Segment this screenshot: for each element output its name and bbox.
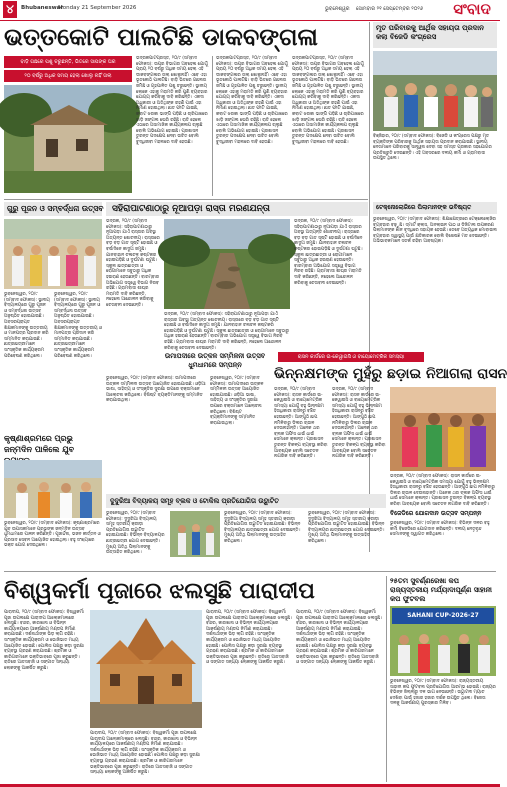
school-headline-band [106, 494, 386, 508]
road-body-2: ଭଦ୍ରକ, ୨୦/୯ (ସମ୍ବାଦ ଫୋକସ): ସହିରାପାଟଣାଠାରୁ ନୂଆପଡ଼ା ଯାଏଁ ରାସ୍ତାର ଅବସ୍ଥା ଅତ୍ୟନ୍ତ ଶୋଚନୀୟ। ରାସ୍ତାରେ ବଡ଼ ବଡ଼ ଗାତ ସୃଷ୍ଟି ହୋଇଛି ଓ ବର୍ଷାଦିନେ କାଦୁଅ ଜମୁଛି। ଯାନବାହାନ ଚଳାଚଳ କଷ୍ଟକର ହୋଇପଡ଼ିଛି ଓ ଦୁର୍ଘଟଣା ଘଟୁଛି। ସ୍କୁଲ ଛାତ୍ରଛାତ୍ରୀ ଓ ରୋଗୀମାନେ ସବୁଠାରୁ ଅଧିକ ହଇରାଣ ହେଉଛନ୍ତି। ବାରମ୍ବାର ଅଭିଯୋଗ ସତ୍ତ୍ୱେ ବିଭାଗ ନିରବ ରହିଛି। ଗ୍ରାମବାସୀ ଶୀଘ୍ର ମରାମତି ଦାବି କରିଛନ୍ତି, ନହେଲେ ଆନ୍ଦୋଳନ କରିବାକୁ ଚେତାବନୀ ଦେଇଛନ୍ତି। [164, 312, 289, 351]
top-story-kicker-1: ବାଡ଼ି ଗଛରେ ପଶୁ ଚରୁଛନ୍ତି, ଭିତରେ ସାପଙ୍କ ଘର [4, 56, 132, 68]
sangha-headline: ଉମାପଦୀରେ ଉତ୍କଳ ସମ୍ମିଳନୀ ଉତ୍ସବ ଧୁମଧାମରେ ସମ୍ପନ୍ନ [164, 352, 266, 369]
ration-body-2: ଭଦ୍ରକ, ୨୦/୯ (ସମ୍ବାଦ ଫୋକସ): ରାସନ କାର୍ଡରେ ଇ-କେୱାଇସି ଓ ବାୟୋମେଟ୍ରିକ ସମସ୍ୟା ଯୋଗୁଁ ବହୁ ଭିନ୍ନକ୍ଷମ ହିତାଧିକାରୀ ରାସନରୁ ବଞ୍ଚିତ ହେଉଛନ୍ତି। ଆଙ୍ଗୁଠି ଛାପ ନମିଳିବାରୁ ଡିଲର ଚାଉଳ ଦେଉନାହାନ୍ତି। ଅନେକ ଥର ବ୍ଲକ ଅଫିସ ଧାଇଁ ଧାଇଁ ସେମାନେ କ୍ଳାନ୍ତ। ପ୍ରଶାସନ ତୁରନ୍ତ ବିକଳ୍ପ ବ୍ୟବସ୍ଥା କରିବା ଆବଶ୍ୟକ ବୋଲି ସଚେତନ ନାଗରିକ ଦାବି କରିଛନ୍ତି। [332, 387, 386, 460]
top-story-body-1: ଭଦ୍ରକପାଟପ୍ରସ୍ତ, ୨୦/୯ (ସମ୍ବାଦ ଫୋକସ): ଉପର ବିଭାଗର ଅବହେଳା ଯୋଗୁଁ ପ୍ରାୟ ୨୦ ବର୍ଷରୁ ଅଧିକ ସମୟ ହେଲା ଏହି ଡାକବଙ୍ଗଳାର ତାଲା ଖୋଲୁନାହିଁ। ଏବେ ଏହା ଭୂତକୋଠି ପାଲଟିଛି। ବାଡ଼ି ଭିତରେ ଗଛଲତା ଜମିଛି ଓ ଗୃହପାଳିତ ପଶୁ ଚରୁଛନ୍ତି। ସ୍ଥାନୀୟ ଲୋକେ ଏହାକୁ ମରାମତି କରି ପୁଣି ବ୍ୟବହାର ଯୋଗ୍ୟ କରିବାକୁ ଦାବି କରିଛନ୍ତି। ଏକଦା ଅଧିକାରୀ ଓ ଅତିଥିଙ୍କ ରହଣି ପାଇଁ ଏହା ନିର୍ମାଣ ହୋଇଥିଲା। ଛାତ ଫାଟି ଯାଇଛି, କବାଟ ଝରକା ଭାଙ୍ଗି ପଡ଼ିଛି ଓ ଚାରିପାଖରେ ଝାଡ଼ି ଜଙ୍ଗଲ ଘେରି ରହିଛି। ରାତି ହେଲେ ଏଠାରେ ଅସାମାଜିକ କାର୍ଯ୍ୟକଳାପ ଚାଲୁଛି ବୋଲି ଅଭିଯୋଗ ହୋଇଛି। ପ୍ରଶାସନ ତୁରନ୍ତ ପଦକ୍ଷେପ ନେବା ଉଚିତ ବୋଲି ବୁଦ୍ଧିଜୀବୀ ମହଲରେ ଦାବି ହେଉଛି। [136, 56, 208, 145]
masthead-city: Bhubaneswar [21, 5, 64, 11]
vishwakarma-photo [90, 610, 202, 728]
puja-body: ଭୁବନେଶ୍ୱର, ୨୦/୯ (ସମ୍ବାଦ ଫୋକସ): ସ୍ଥାନୀୟ ବିଦ୍ୟାଳୟରେ ଗୁରୁ ପୂଜନ ଓ ସମ୍ବର୍ଦ୍ଧନା ଉତ୍ସବ ଅନୁଷ୍ଠିତ ହୋଇଯାଇଛି। ଅବସରପ୍ରାପ୍ତ ଶିକ୍ଷକମାନଙ୍କୁ ଉତ୍ତରୀୟ ଓ ମାନପତ୍ର ପ୍ରଦାନ କରି ସମ୍ମାନିତ କରାଯାଇଛି। ଛାତ୍ରଛାତ୍ରୀମାନେ ସାଂସ୍କୃତିକ କାର୍ଯ୍ୟକ୍ରମ ପରିବେଷଣ କରିଥିଲେ। [4, 292, 50, 359]
football-headline: ୨୫ତମ ସୁବର୍ଣ୍ଣରେଖା କପ ରାଜ୍ୟସ୍ତରୀୟ ମର୍ଯ୍ୟାଦାପୂର୍ଣ୍ଣ ସାହାନୀ କପ ଫୁଟବଲ [390, 576, 492, 603]
school-body-2: ଭୁବନେଶ୍ୱର, ୨୦/୯ (ସମ୍ବାଦ ଫୋକସ): ଦୁଦୁରିଆ ବିଦ୍ୟାଳୟ ସମୂହ ସ୍ତରୀୟ କ୍ରୀଡ଼ା ପ୍ରତିଯୋଗିତା ଉଦ୍ଘାଟିତ ହୋଇଯାଇଛି। ବିଭିନ୍ନ ବିଦ୍ୟାଳୟର ଛାତ୍ରଛାତ୍ରୀ ଯୋଗ ଦେଇଛନ୍ତି। ମୁଖ୍ୟ ଅତିଥି ପିଲାମାନଙ୍କୁ ଉତ୍ସାହିତ କରିଥିଲେ। [224, 511, 301, 544]
right-top-headline-band [373, 22, 497, 48]
puja-body-2: ଭୁବନେଶ୍ୱର, ୨୦/୯ (ସମ୍ବାଦ ଫୋକସ): ସ୍ଥାନୀୟ ବିଦ୍ୟାଳୟରେ ଗୁରୁ ପୂଜନ ଓ ସମ୍ବର୍ଦ୍ଧନା ଉତ୍ସବ ଅନୁଷ୍ଠିତ ହୋଇଯାଇଛି। ଅବସରପ୍ରାପ୍ତ ଶିକ୍ଷକମାନଙ୍କୁ ଉତ୍ତରୀୟ ଓ ମାନପତ୍ର ପ୍ରଦାନ କରି ସମ୍ମାନିତ କରାଯାଇଛି। ଛାତ୍ରଛାତ୍ରୀମାନେ ସାଂସ୍କୃତିକ କାର୍ଯ୍ୟକ୍ରମ ପରିବେଷଣ କରିଥିଲେ। [54, 292, 102, 359]
road-photo [164, 219, 290, 309]
column-divider [212, 56, 213, 196]
sangha-body-2: ଭୁବନେଶ୍ୱର, ୨୦/୯ (ସମ୍ବାଦ ଫୋକସ): ଉମାପଦୀରେ ଉତ୍କଳ ସମ୍ମିଳନୀ ଉତ୍ସବ ଆୟୋଜିତ ହୋଇଯାଇଛି। ଓଡ଼ିଆ ଭାଷା, ସାହିତ୍ୟ ଓ ସଂସ୍କୃତିର ସୁରକ୍ଷା ଉପରେ ବକ୍ତାମାନେ ଆଲୋଚନା କରିଥିଲେ। ବିଶିଷ୍ଟ ବ୍ୟକ୍ତିମାନଙ୍କୁ ସମ୍ମାନିତ କରାଯାଇଥିଲା। [210, 376, 264, 426]
school-headline: ଦୁଦୁରିଆ ବିଦ୍ୟାଳୟ ସମୂହ ବ୍ଲକ ଓ ଟୋକିଲ ପ୍ରତିଯୋଗିତା ଉଦ୍ଘାଟିତ [110, 497, 279, 505]
shrine-photo [4, 460, 102, 518]
vishwakarma-body-1: ପାରାଦୀପ, ୨୦/୯ (ସମ୍ବାଦ ଫୋକସ): ବିଶ୍ୱକର୍ମା ପୂଜା ଉପଲକ୍ଷେ ପାରାଦୀପ ଆଲୋକମାଳାରେ ଝଲସୁଛି। ବନ୍ଦର, କାରଖାନା ଓ ବିଭିନ୍ନ କାର୍ଯ୍ୟାଳୟରେ ଆକର୍ଷଣୀୟ ମଣ୍ଡପ ନିର୍ମାଣ କରାଯାଇଛି। ଦର୍ଶନାର୍ଥୀଙ୍କ ଭିଡ଼ ଲାଗି ରହିଛି। ସାଂସ୍କୃତିକ କାର୍ଯ୍ୟକ୍ରମ ଓ ଭୋଜିଭାତ ମଧ୍ୟ ଆୟୋଜିତ ହୋଇଛି। ପୋଲିସ ପକ୍ଷରୁ କଡ଼ା ସୁରକ୍ଷା ବ୍ୟବସ୍ଥା ଗ୍ରହଣ କରାଯାଇଛି। ଶ୍ରମିକ ଓ କାରିଗରମାନେ ଭକ୍ତିଭାବରେ ପୂଜା କରୁଛନ୍ତି। ରାତିରେ ଆତସବାଜି ଓ ସଙ୍ଗୀତ ସନ୍ଧ୍ୟା ଲୋକଙ୍କୁ ଆକର୍ଷିତ କରୁଛି। [4, 610, 84, 671]
vishwakarma-body-2: ପାରାଦୀପ, ୨୦/୯ (ସମ୍ବାଦ ଫୋକସ): ବିଶ୍ୱକର୍ମା ପୂଜା ଉପଲକ୍ଷେ ପାରାଦୀପ ଆଲୋକମାଳାରେ ଝଲସୁଛି। ବନ୍ଦର, କାରଖାନା ଓ ବିଭିନ୍ନ କାର୍ଯ୍ୟାଳୟରେ ଆକର୍ଷଣୀୟ ମଣ୍ଡପ ନିର୍ମାଣ କରାଯାଇଛି। ଦର୍ଶନାର୍ଥୀଙ୍କ ଭିଡ଼ ଲାଗି ରହିଛି। ସାଂସ୍କୃତିକ କାର୍ଯ୍ୟକ୍ରମ ଓ ଭୋଜିଭାତ ମଧ୍ୟ ଆୟୋଜିତ ହୋଇଛି। ପୋଲିସ ପକ୍ଷରୁ କଡ଼ା ସୁରକ୍ଷା ବ୍ୟବସ୍ଥା ଗ୍ରହଣ କରାଯାଇଛି। ଶ୍ରମିକ ଓ କାରିଗରମାନେ ଭକ୍ତିଭାବରେ ପୂଜା କରୁଛନ୍ତି। ରାତିରେ ଆତସବାଜି ଓ ସଙ୍ଗୀତ ସନ୍ଧ୍ୟା ଲୋକଙ୍କୁ ଆକର୍ଷିତ କରୁଛି। [90, 731, 200, 776]
right-mid-body: ଭୁବନେଶ୍ୱର, ୨୦/୯ (ସମ୍ବାଦ ଫୋକସ): ଶିକ୍ଷାକ୍ଷେତ୍ରରେ ଟେକ୍‌ନୋଲୋଜିର ବ୍ୟବହାର ବଢ଼ୁଛି। ସ୍ମାର୍ଟ କ୍ଲାସ, ଅନଲାଇନ ପାଠ ଓ ଡିଜିଟାଲ ଉପକରଣ ପିଲାମାନଙ୍କ ଜ୍ଞାନ ବୃଦ୍ଧିରେ ସହାୟକ ହେଉଛି। ତେବେ ଅତ୍ୟଧିକ ମୋବାଇଲ ବ୍ୟବହାର ସ୍ୱାସ୍ଥ୍ୟ ପାଇଁ କ୍ଷତିକାରକ ବୋଲି ବିଶେଷଜ୍ଞ ମତ ଦେଇଛନ୍ତି। ଅଭିଭାବକମାନେ ସତର୍କ ରହିବା ଆବଶ୍ୟକ। [373, 217, 497, 245]
football-banner: SAHANI CUP-2026-27 [407, 612, 479, 619]
bottom-rule [4, 571, 496, 572]
masthead-date: Monday 21 September 2026 [58, 5, 137, 11]
school-body-1: ଭୁବନେଶ୍ୱର, ୨୦/୯ (ସମ୍ବାଦ ଫୋକସ): ଦୁଦୁରିଆ ବିଦ୍ୟାଳୟ ସମୂହ ସ୍ତରୀୟ କ୍ରୀଡ଼ା ପ୍ରତିଯୋଗିତା ଉଦ୍ଘାଟିତ ହୋଇଯାଇଛି। ବିଭିନ୍ନ ବିଦ୍ୟାଳୟର ଛାତ୍ରଛାତ୍ରୀ ଯୋଗ ଦେଇଛନ୍ତି। ମୁଖ୍ୟ ଅତିଥି ପିଲାମାନଙ୍କୁ ଉତ୍ସାହିତ କରିଥିଲେ। [106, 511, 165, 556]
masthead-odia-city: ଭୁବନେଶ୍ୱର [325, 6, 350, 12]
section-rule [4, 199, 368, 200]
school-photo [170, 511, 220, 557]
road-body-1: ଭଦ୍ରକ, ୨୦/୯ (ସମ୍ବାଦ ଫୋକସ): ସହିରାପାଟଣାଠାରୁ ନୂଆପଡ଼ା ଯାଏଁ ରାସ୍ତାର ଅବସ୍ଥା ଅତ୍ୟନ୍ତ ଶୋଚନୀୟ। ରାସ୍ତାରେ ବଡ଼ ବଡ଼ ଗାତ ସୃଷ୍ଟି ହୋଇଛି ଓ ବର୍ଷାଦିନେ କାଦୁଅ ଜମୁଛି। ଯାନବାହାନ ଚଳାଚଳ କଷ୍ଟକର ହୋଇପଡ଼ିଛି ଓ ଦୁର୍ଘଟଣା ଘଟୁଛି। ସ୍କୁଲ ଛାତ୍ରଛାତ୍ରୀ ଓ ରୋଗୀମାନେ ସବୁଠାରୁ ଅଧିକ ହଇରାଣ ହେଉଛନ୍ତି। ବାରମ୍ବାର ଅଭିଯୋଗ ସତ୍ତ୍ୱେ ବିଭାଗ ନିରବ ରହିଛି। ଗ୍ରାମବାସୀ ଶୀଘ୍ର ମରାମତି ଦାବି କରିଛନ୍ତି, ନହେଲେ ଆନ୍ଦୋଳନ କରିବାକୁ ଚେତାବନୀ ଦେଇଛନ୍ତି। [106, 219, 160, 308]
right-b-body: ଭୁବନେଶ୍ୱର, ୨୦/୯ (ସମ୍ବାଦ ଫୋକସ): ବିଭିନ୍ନ ଦଳର ବହୁ କର୍ମୀ ବିଜେଡିରେ ଯୋଗଦାନ କରିଛନ୍ତି। ଦଳୀୟ ନେତୃବୃନ୍ଦ ସେମାନଙ୍କୁ ସ୍ୱାଗତ କରିଥିଲେ। [390, 521, 490, 538]
right-mid-headline: ଟେକ୍‌ନୋଲୋଜିରେ ପିଲାମାନଙ୍କ ଭବିଷ୍ୟତ [376, 204, 472, 211]
right-b-headline: ବିଜେଡିରେ ଯୋଗଦାନ ଉତ୍ସବ ସମ୍ପନ୍ନ [390, 510, 482, 517]
right-top-headline: ମୃତ ପରିବାରକୁ ଆର୍ଥିକ ସହାୟତା ପ୍ରଦାନ କଲା ବିଜେଡି କଂଗ୍ରେସ [376, 23, 484, 41]
school-body-3: ଭୁବନେଶ୍ୱର, ୨୦/୯ (ସମ୍ବାଦ ଫୋକସ): ଦୁଦୁରିଆ ବିଦ୍ୟାଳୟ ସମୂହ ସ୍ତରୀୟ କ୍ରୀଡ଼ା ପ୍ରତିଯୋଗିତା ଉଦ୍ଘାଟିତ ହୋଇଯାଇଛି। ବିଭିନ୍ନ ବିଦ୍ୟାଳୟର ଛାତ୍ରଛାତ୍ରୀ ଯୋଗ ଦେଇଛନ୍ତି। ମୁଖ୍ୟ ଅତିଥି ପିଲାମାନଙ୍କୁ ଉତ୍ସାହିତ କରିଥିଲେ। [308, 511, 385, 544]
top-story-kicker-2: ୨୦ ବର୍ଷରୁ ଅଧିକ ସମୟ ହେଲା ଖୋଲୁ ନାହିଁ ତାଲା [4, 70, 132, 82]
ration-body-3: ଭଦ୍ରକ, ୨୦/୯ (ସମ୍ବାଦ ଫୋକସ): ରାସନ କାର୍ଡରେ ଇ-କେୱାଇସି ଓ ବାୟୋମେଟ୍ରିକ ସମସ୍ୟା ଯୋଗୁଁ ବହୁ ଭିନ୍ନକ୍ଷମ ହିତାଧିକାରୀ ରାସନରୁ ବଞ୍ଚିତ ହେଉଛନ୍ତି। ଆଙ୍ଗୁଠି ଛାପ ନମିଳିବାରୁ ଡିଲର ଚାଉଳ ଦେଉନାହାନ୍ତି। ଅନେକ ଥର ବ୍ଲକ ଅଫିସ ଧାଇଁ ଧାଇଁ ସେମାନେ କ୍ଳାନ୍ତ। ପ୍ରଶାସନ ତୁରନ୍ତ ବିକଳ୍ପ ବ୍ୟବସ୍ଥା କରିବା ଆବଶ୍ୟକ ବୋଲି ସଚେତନ ନାଗରିକ ଦାବି କରିଛନ୍ତି। [390, 474, 495, 507]
shrine-headline: କୃଷ୍ଣାଶ୍ରମରେ ପ୍ରଭୁ ଜନ୍ମଦିନ ପାଳିଲେ ଯୁବ [4, 433, 75, 454]
vishwakarma-body-3: ପାରାଦୀପ, ୨୦/୯ (ସମ୍ବାଦ ଫୋକସ): ବିଶ୍ୱକର୍ମା ପୂଜା ଉପଲକ୍ଷେ ପାରାଦୀପ ଆଲୋକମାଳାରେ ଝଲସୁଛି। ବନ୍ଦର, କାରଖାନା ଓ ବିଭିନ୍ନ କାର୍ଯ୍ୟାଳୟରେ ଆକର୍ଷଣୀୟ ମଣ୍ଡପ ନିର୍ମାଣ କରାଯାଇଛି। ଦର୍ଶନାର୍ଥୀଙ୍କ ଭିଡ଼ ଲାଗି ରହିଛି। ସାଂସ୍କୃତିକ କାର୍ଯ୍ୟକ୍ରମ ଓ ଭୋଜିଭାତ ମଧ୍ୟ ଆୟୋଜିତ ହୋଇଛି। ପୋଲିସ ପକ୍ଷରୁ କଡ଼ା ସୁରକ୍ଷା ବ୍ୟବସ୍ଥା ଗ୍ରହଣ କରାଯାଇଛି। ଶ୍ରମିକ ଓ କାରିଗରମାନେ ଭକ୍ତିଭାବରେ ପୂଜା କରୁଛନ୍ତି। ରାତିରେ ଆତସବାଜି ଓ ସଙ୍ଗୀତ ସନ୍ଧ୍ୟା ଲୋକଙ୍କୁ ଆକର୍ଷିତ କରୁଛି। [206, 610, 293, 666]
page-number: ୪ [3, 1, 17, 18]
top-story-body-3: ଭଦ୍ରକପାଟପ୍ରସ୍ତ, ୨୦/୯ (ସମ୍ବାଦ ଫୋକସ): ଉପର ବିଭାଗର ଅବହେଳା ଯୋଗୁଁ ପ୍ରାୟ ୨୦ ବର୍ଷରୁ ଅଧିକ ସମୟ ହେଲା ଏହି ଡାକବଙ୍ଗଳାର ତାଲା ଖୋଲୁନାହିଁ। ଏବେ ଏହା ଭୂତକୋଠି ପାଲଟିଛି। ବାଡ଼ି ଭିତରେ ଗଛଲତା ଜମିଛି ଓ ଗୃହପାଳିତ ପଶୁ ଚରୁଛନ୍ତି। ସ୍ଥାନୀୟ ଲୋକେ ଏହାକୁ ମରାମତି କରି ପୁଣି ବ୍ୟବହାର ଯୋଗ୍ୟ କରିବାକୁ ଦାବି କରିଛନ୍ତି। ଏକଦା ଅଧିକାରୀ ଓ ଅତିଥିଙ୍କ ରହଣି ପାଇଁ ଏହା ନିର୍ମାଣ ହୋଇଥିଲା। ଛାତ ଫାଟି ଯାଇଛି, କବାଟ ଝରକା ଭାଙ୍ଗି ପଡ଼ିଛି ଓ ଚାରିପାଖରେ ଝାଡ଼ି ଜଙ୍ଗଲ ଘେରି ରହିଛି। ରାତି ହେଲେ ଏଠାରେ ଅସାମାଜିକ କାର୍ଯ୍ୟକଳାପ ଚାଲୁଛି ବୋଲି ଅଭିଯୋଗ ହୋଇଛି। ପ୍ରଶାସନ ତୁରନ୍ତ ପଦକ୍ଷେପ ନେବା ଉଚିତ ବୋଲି ବୁଦ୍ଧିଜୀବୀ ମହଲରେ ଦାବି ହେଉଛି। [292, 56, 364, 145]
right-mid-headline-band [373, 202, 497, 214]
vishwakarma-headline: ବିଶ୍ୱକର୍ମା ପୂଜାରେ ଝଲସୁଛି ପାରାଦୀପ [4, 578, 315, 604]
puja-headline-band [4, 202, 102, 216]
masthead [0, 0, 500, 21]
shrine-body: ଭୁବନେଶ୍ୱର, ୨୦/୯ (ସମ୍ବାଦ ଫୋକସ): କୃଷ୍ଣାଶ୍ରମରେ ଯୁବ ଉପାସକମାନେ ପ୍ରଭୁଙ୍କ ଜନ୍ମଦିନ ଉତ୍ସବ ଧୁମଧାମରେ ପାଳନ କରିଛନ୍ତି। ପୂଜାର୍ଚ୍ଚନା, ଭଜନ କୀର୍ତ୍ତନ ଓ ପ୍ରସାଦ ସେବନ ଆୟୋଜିତ ହୋଇଥିଲା। ବହୁ ସଂଖ୍ୟାରେ ଭକ୍ତ ଯୋଗ ଦେଇଥିଲେ। [4, 521, 101, 549]
top-story-photo [4, 85, 132, 193]
right-top-photo [373, 51, 497, 131]
top-story-headline: ଭତ୍ତକୋଟି ପାଲଟିଛି ଡାକବଙ୍ଗଳା [4, 22, 318, 51]
top-story-body-2: ଭଦ୍ରକପାଟପ୍ରସ୍ତ, ୨୦/୯ (ସମ୍ବାଦ ଫୋକସ): ଉପର ବିଭାଗର ଅବହେଳା ଯୋଗୁଁ ପ୍ରାୟ ୨୦ ବର୍ଷରୁ ଅଧିକ ସମୟ ହେଲା ଏହି ଡାକବଙ୍ଗଳାର ତାଲା ଖୋଲୁନାହିଁ। ଏବେ ଏହା ଭୂତକୋଠି ପାଲଟିଛି। ବାଡ଼ି ଭିତରେ ଗଛଲତା ଜମିଛି ଓ ଗୃହପାଳିତ ପଶୁ ଚରୁଛନ୍ତି। ସ୍ଥାନୀୟ ଲୋକେ ଏହାକୁ ମରାମତି କରି ପୁଣି ବ୍ୟବହାର ଯୋଗ୍ୟ କରିବାକୁ ଦାବି କରିଛନ୍ତି। ଏକଦା ଅଧିକାରୀ ଓ ଅତିଥିଙ୍କ ରହଣି ପାଇଁ ଏହା ନିର୍ମାଣ ହୋଇଥିଲା। ଛାତ ଫାଟି ଯାଇଛି, କବାଟ ଝରକା ଭାଙ୍ଗି ପଡ଼ିଛି ଓ ଚାରିପାଖରେ ଝାଡ଼ି ଜଙ୍ଗଲ ଘେରି ରହିଛି। ରାତି ହେଲେ ଏଠାରେ ଅସାମାଜିକ କାର୍ଯ୍ୟକଳାପ ଚାଲୁଛି ବୋଲି ଅଭିଯୋଗ ହୋଇଛି। ପ୍ରଶାସନ ତୁରନ୍ତ ପଦକ୍ଷେପ ନେବା ଉଚିତ ବୋଲି ବୁଦ୍ଧିଜୀବୀ ମହଲରେ ଦାବି ହେଉଛି। [216, 56, 288, 145]
football-body: ଭୁବନେଶ୍ୱର, ୨୦/୯ (ସମ୍ବାଦ ଫୋକସ): ରାଜ୍ୟସ୍ତରୀୟ ସାହାନୀ କପ ଫୁଟବଲ ପ୍ରତିଯୋଗିତା ଆରମ୍ଭ ହୋଇଛି। ରାଜ୍ୟର ବିଭିନ୍ନ ଜିଲ୍ଲାରୁ ଦଳ ଭାଗ ନେଉଛନ୍ତି। ଉଦ୍ଘାଟନୀ ମ୍ୟାଚ ଦେଖିବା ପାଇଁ ହଜାର ହଜାର ଦର୍ଶକ ଉପସ୍ଥିତ ଥିଲେ। ବିଜେତା ଦଳକୁ ଆକର୍ଷଣୀୟ ପୁରସ୍କାର ମିଳିବ। [390, 679, 496, 707]
sangha-body: ଭୁବନେଶ୍ୱର, ୨୦/୯ (ସମ୍ବାଦ ଫୋକସ): ଉମାପଦୀରେ ଉତ୍କଳ ସମ୍ମିଳନୀ ଉତ୍ସବ ଆୟୋଜିତ ହୋଇଯାଇଛି। ଓଡ଼ିଆ ଭାଷା, ସାହିତ୍ୟ ଓ ସଂସ୍କୃତିର ସୁରକ୍ଷା ଉପରେ ବକ୍ତାମାନେ ଆଲୋଚନା କରିଥିଲେ। ବିଶିଷ୍ଟ ବ୍ୟକ୍ତିମାନଙ୍କୁ ସମ୍ମାନିତ କରାଯାଇଥିଲା। [106, 376, 206, 404]
road-body-3: ଭଦ୍ରକ, ୨୦/୯ (ସମ୍ବାଦ ଫୋକସ): ସହିରାପାଟଣାଠାରୁ ନୂଆପଡ଼ା ଯାଏଁ ରାସ୍ତାର ଅବସ୍ଥା ଅତ୍ୟନ୍ତ ଶୋଚନୀୟ। ରାସ୍ତାରେ ବଡ଼ ବଡ଼ ଗାତ ସୃଷ୍ଟି ହୋଇଛି ଓ ବର୍ଷାଦିନେ କାଦୁଅ ଜମୁଛି। ଯାନବାହାନ ଚଳାଚଳ କଷ୍ଟକର ହୋଇପଡ଼ିଛି ଓ ଦୁର୍ଘଟଣା ଘଟୁଛି। ସ୍କୁଲ ଛାତ୍ରଛାତ୍ରୀ ଓ ରୋଗୀମାନେ ସବୁଠାରୁ ଅଧିକ ହଇରାଣ ହେଉଛନ୍ତି। ବାରମ୍ବାର ଅଭିଯୋଗ ସତ୍ତ୍ୱେ ବିଭାଗ ନିରବ ରହିଛି। ଗ୍ରାମବାସୀ ଶୀଘ୍ର ମରାମତି ଦାବି କରିଛନ୍ତି, ନହେଲେ ଆନ୍ଦୋଳନ କରିବାକୁ ଚେତାବନୀ ଦେଇଛନ୍ତି। [294, 219, 363, 286]
football-photo [390, 606, 496, 676]
right-top-body: ବିଞ୍ଜିହାର, ୨୦/୯ (ସମ୍ବାଦ ଫୋକସ): ବିଜେଡି ଓ କଂଗ୍ରେସ ପକ୍ଷରୁ ମୃତ ବ୍ୟକ୍ତିଙ୍କ ପରିବାରକୁ ଆର୍ଥିକ ସହାୟତା ପ୍ରଦାନ କରାଯାଇଛି। ସ୍ଥାନୀୟ ନେତାମାନେ ପରିବାରକୁ ସାନ୍ତ୍ୱନା ଦେବା ସହ ସମସ୍ତ ପ୍ରକାର ସହଯୋଗର ପ୍ରତିଶ୍ରୁତି ଦେଇଛନ୍ତି। ଏହି ଅବସରରେ ଦଳୀୟ କର୍ମୀ ଓ ଗ୍ରାମବାସୀ ଉପସ୍ଥିତ ଥିଲେ। [373, 134, 492, 162]
road-headline: ସହିରାପାଟଣାଠାରୁ ନୂଆପଡ଼ା ରାସ୍ତା ମରଣଯନ୍ତା [112, 204, 270, 214]
masthead-odia-date: ସୋମବାର ୨୧ ସେପ୍ଟେମ୍ବର ୨୦୨୬ [356, 6, 424, 12]
puja-photo [4, 219, 102, 289]
puja-headline: ଗୁରୁ ପୂଜନ ଓ ସମ୍ବର୍ଦ୍ଧନା ଉତ୍ସବ [7, 204, 104, 213]
newspaper-logo: ସଂବାଦ [453, 0, 491, 18]
ration-body-1: ଭଦ୍ରକ, ୨୦/୯ (ସମ୍ବାଦ ଫୋକସ): ରାସନ କାର୍ଡରେ ଇ-କେୱାଇସି ଓ ବାୟୋମେଟ୍ରିକ ସମସ୍ୟା ଯୋଗୁଁ ବହୁ ଭିନ୍ନକ୍ଷମ ହିତାଧିକାରୀ ରାସନରୁ ବଞ୍ଚିତ ହେଉଛନ୍ତି। ଆଙ୍ଗୁଠି ଛାପ ନମିଳିବାରୁ ଡିଲର ଚାଉଳ ଦେଉନାହାନ୍ତି। ଅନେକ ଥର ବ୍ଲକ ଅଫିସ ଧାଇଁ ଧାଇଁ ସେମାନେ କ୍ଳାନ୍ତ। ପ୍ରଶାସନ ତୁରନ୍ତ ବିକଳ୍ପ ବ୍ୟବସ୍ଥା କରିବା ଆବଶ୍ୟକ ବୋଲି ସଚେତନ ନାଗରିକ ଦାବି କରିଛନ୍ତି। [274, 387, 328, 460]
ration-kicker: ରାସନ କାର୍ଡରେ ଇ-କେୱାଇସି ଓ ବାୟୋମେଟ୍ରିକ ସମସ୍ୟା [278, 352, 424, 362]
ration-headline: ଭିନ୍ନକ୍ଷମଙ୍କ ମୁହଁରୁ ଛଡ଼ାଇ ନିଆଗଲା ରାସନ [274, 366, 507, 382]
bottom-divider [386, 576, 387, 782]
road-headline-band [106, 202, 368, 216]
ration-photo [390, 387, 496, 471]
vishwakarma-body-4: ପାରାଦୀପ, ୨୦/୯ (ସମ୍ବାଦ ଫୋକସ): ବିଶ୍ୱକର୍ମା ପୂଜା ଉପଲକ୍ଷେ ପାରାଦୀପ ଆଲୋକମାଳାରେ ଝଲସୁଛି। ବନ୍ଦର, କାରଖାନା ଓ ବିଭିନ୍ନ କାର୍ଯ୍ୟାଳୟରେ ଆକର୍ଷଣୀୟ ମଣ୍ଡପ ନିର୍ମାଣ କରାଯାଇଛି। ଦର୍ଶନାର୍ଥୀଙ୍କ ଭିଡ଼ ଲାଗି ରହିଛି। ସାଂସ୍କୃତିକ କାର୍ଯ୍ୟକ୍ରମ ଓ ଭୋଜିଭାତ ମଧ୍ୟ ଆୟୋଜିତ ହୋଇଛି। ପୋଲିସ ପକ୍ଷରୁ କଡ଼ା ସୁରକ୍ଷା ବ୍ୟବସ୍ଥା ଗ୍ରହଣ କରାଯାଇଛି। ଶ୍ରମିକ ଓ କାରିଗରମାନେ ଭକ୍ତିଭାବରେ ପୂଜା କରୁଛନ୍ତି। ରାତିରେ ଆତସବାଜି ଓ ସଙ୍ଗୀତ ସନ୍ଧ୍ୟା ଲୋକଙ୍କୁ ଆକର୍ଷିତ କରୁଛି। [296, 610, 383, 666]
